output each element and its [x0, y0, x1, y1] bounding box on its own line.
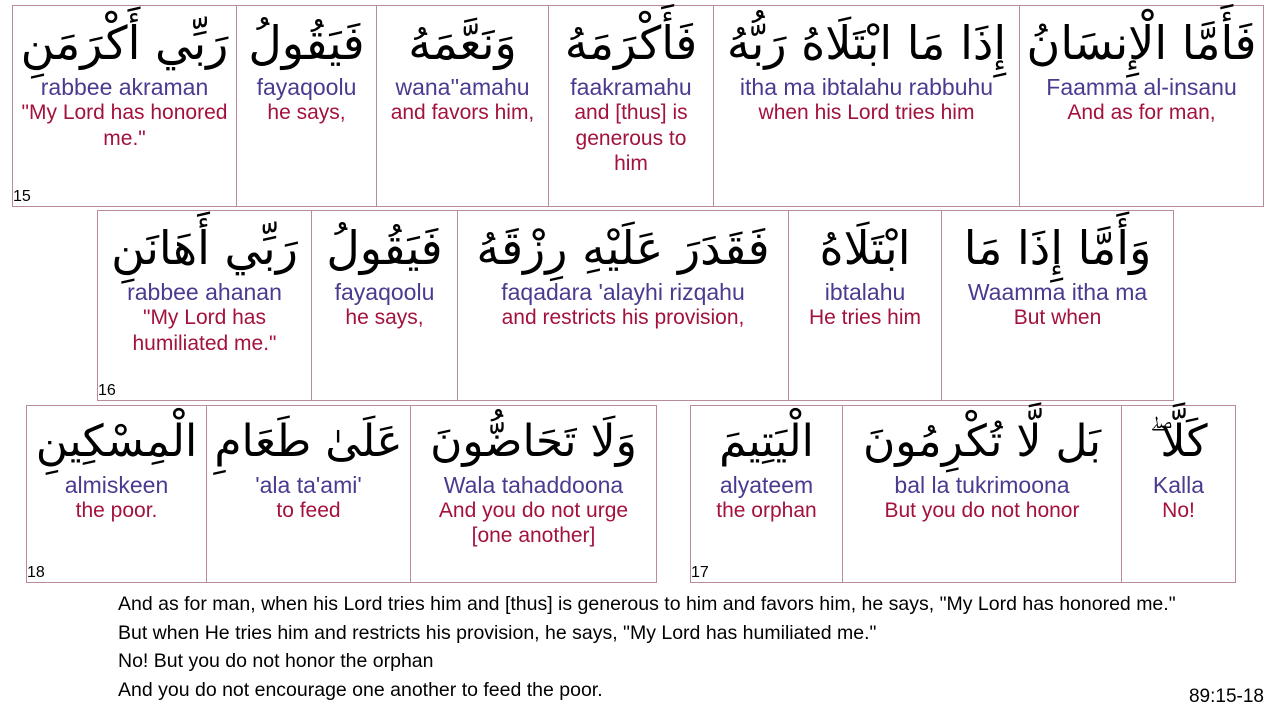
summary-line: And as for man, when his Lord tries him and [thus] is generous to him and favors him, he says, "My Lord has honored me." But when He tries him and restricts his provision, he says, "My Lord has humiliated me.": [118, 593, 1176, 644]
verse-number: 16: [98, 382, 116, 399]
verse-number: 17: [691, 564, 709, 581]
transliteration: faakramahu: [570, 74, 692, 101]
arabic-word: فَأَكْرَمَهُ: [564, 16, 698, 70]
word-cell: [410, 405, 657, 583]
summary-line: No! But you do not honor the orphan: [118, 650, 434, 673]
transliteration: faqadara 'alayhi rizqahu: [501, 279, 745, 306]
arabic-word: فَقَدَرَ عَلَيْهِ رِزْقَهُ: [476, 221, 770, 275]
transliteration: itha ma ibtalahu rabbuhu: [739, 74, 994, 101]
word-cell: [26, 405, 207, 583]
transliteration: rabbee ahanan: [127, 279, 282, 306]
verse-translation: [118, 590, 1178, 704]
english-meaning: when his Lord tries him: [758, 101, 975, 125]
transliteration: alyateem: [719, 471, 814, 498]
transliteration: fayaqoolu: [256, 74, 357, 101]
transliteration: wana''amahu: [395, 74, 530, 101]
english-meaning: He tries him: [808, 306, 922, 330]
english-meaning: And you do not urge [one another]: [438, 499, 629, 548]
arabic-word: إِذَا مَا ابْتَلَاهُ رَبُّهُ: [726, 16, 1007, 70]
word-cell: [311, 210, 458, 401]
arabic-word: فَيَقُولُ: [326, 221, 443, 275]
verse-number: 15: [13, 188, 31, 205]
english-meaning: and restricts his provision,: [501, 306, 745, 330]
english-meaning: he says,: [345, 306, 424, 330]
word-cell: [941, 210, 1174, 401]
transliteration: Waamma itha ma: [967, 279, 1148, 306]
arabic-word: ابْتَلَاهُ: [819, 221, 911, 275]
arabic-word: وَلَا تَحَاضُّونَ: [430, 416, 637, 467]
word-cell: [236, 5, 377, 207]
word-cell: [548, 5, 714, 207]
word-cell: [713, 5, 1020, 207]
transliteration: Wala tahaddoona: [443, 471, 624, 498]
verse-reference: 89:15-18: [1188, 686, 1264, 707]
transliteration: fayaqoolu: [334, 279, 435, 306]
arabic-word: عَلَىٰ طَعَامِ: [214, 416, 403, 467]
arabic-word: بَل لَّا تُكْرِمُونَ: [862, 416, 1102, 467]
english-meaning: "My Lord has humiliated me.": [132, 306, 277, 355]
english-meaning: he says,: [267, 101, 346, 125]
english-meaning: to feed: [276, 499, 341, 523]
transliteration: ibtalahu: [824, 279, 906, 306]
word-cell: [842, 405, 1122, 583]
english-meaning: and favors him,: [390, 101, 535, 125]
english-meaning: and [thus] is generous to him: [574, 101, 688, 175]
word-cell: [690, 405, 843, 583]
word-cell: [12, 5, 237, 207]
arabic-word: رَبِّي أَهَانَنِ: [111, 221, 298, 275]
arabic-word: فَيَقُولُ: [248, 16, 365, 70]
english-meaning: But you do not honor: [884, 499, 1080, 523]
word-cell: [1121, 405, 1236, 583]
english-meaning: And as for man,: [1067, 101, 1216, 125]
transliteration: almiskeen: [64, 471, 169, 498]
word-cell: [206, 405, 411, 583]
word-cell: [457, 210, 789, 401]
english-meaning: the poor.: [75, 499, 158, 523]
summary-line: And you do not encourage one another to feed the poor.: [118, 678, 603, 701]
transliteration: Faamma al-insanu: [1046, 74, 1237, 101]
arabic-word: الْيَتِيمَ: [719, 416, 814, 467]
arabic-word: فَأَمَّا الْإِنسَانُ: [1026, 16, 1257, 70]
arabic-word: الْمِسْكِينِ: [35, 416, 198, 467]
transliteration: Kalla: [1152, 471, 1205, 498]
arabic-word: رَبِّي أَكْرَمَنِ: [20, 16, 229, 70]
english-meaning: But when: [1013, 306, 1102, 330]
arabic-word: وَأَمَّا إِذَا مَا: [963, 221, 1152, 275]
english-meaning: the orphan: [716, 499, 817, 523]
transliteration: rabbee akraman: [40, 74, 209, 101]
verse-number: 18: [27, 564, 45, 581]
transliteration: 'ala ta'ami': [255, 471, 362, 498]
transliteration: bal la tukrimoona: [894, 471, 1070, 498]
word-cell: [97, 210, 312, 401]
english-meaning: "My Lord has honored me.": [21, 101, 228, 150]
arabic-word: وَنَعَّمَهُ: [408, 16, 517, 70]
word-cell: [376, 5, 549, 207]
word-cell: [1019, 5, 1264, 207]
english-meaning: No!: [1162, 499, 1195, 523]
word-cell: [788, 210, 942, 401]
arabic-word: كَلَّا ۖ: [1149, 416, 1208, 467]
